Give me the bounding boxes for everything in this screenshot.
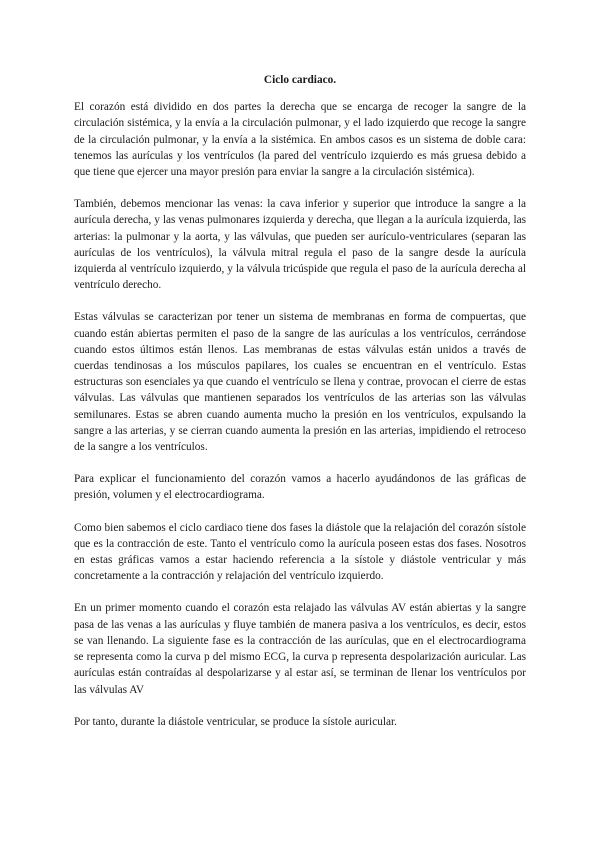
document-body [74,72,526,746]
paragraph-veins-arteries-valves: También, debemos mencionar las venas: la cava inferior y superior que introduce la sangre a la aurícula derecha, y las venas pulmonares izquierda y derecha, que llegan a la aurícula izquierda, las arterias: la pulmonar y la aorta, y las válvulas, que pueden ser aurículo-ventriculares (separan las aurículas de los ventrículos), la válvula mitral regula el paso de la sangre desde la aurícula izquierda al ventrículo izquierdo, y la válvula tricúspide que regula el paso de la aurícula derecha al ventrículo derecho. [74,198,526,292]
paragraph-valve-membranes: Estas válvulas se caracterizan por tener un sistema de membranas en forma de compuertas, que cuando están abiertas permiten el paso de la sangre de las aurículas a los ventrículos, cerrándose cuando estos últimos están llenos. Las membranas de estas válvulas están unidos a través de cuerdas tendinosas a los músculos papilares, los cuales se encuentran en el ventrículo. Estas estructuras son esenciales ya que cuando el ventrículo se llena y contrae, provocan el cierre de estas válvulas. Las válvulas que mantienen separados los ventrículos de las arterias son las válvulas semilunares. Estas se abren cuando aumenta mucho la presión en los ventrículos, expulsando la sangre a las arterias, y se cierran cuando aumenta la presión en las arterias, impidiendo el retroceso de la sangre a los ventrículos. [74,311,526,454]
paragraph-cycle-phases: Como bien sabemos el ciclo cardiaco tiene dos fases la diástole que la relajación del corazón sístole que es la contracción de este. Tanto el ventrículo como la aurícula poseen estas dos fases. Nosotros en estas gráficas vamos a estar haciendo referencia a la sístole y diástole ventricular y más concretamente a la contracción y relajación del ventrículo izquierdo. [74,521,526,583]
paragraph-first-moment: En un primer momento cuando el corazón esta relajado las válvulas AV están abiertas y la sangre pasa de las venas a las aurículas y fluye también de manera pasiva a los ventrículos, es decir, estos se van llenando. La siguiente fase es la contracción de las aurículas, que en el electrocardiograma se representa como la curva p del mismo ECG, la curva p representa despolarización auricular. Las aurículas están contraídas al despolarizarse y al estar así, se terminan de llenar los ventrículos por las válvulas AV [74,602,526,696]
document-title: Ciclo cardiaco. [263,74,337,86]
paragraph-heart-division: El corazón está dividido en dos partes la derecha que se encarga de recoger la sangre de la circulación sistémica, y la envía a la circulación pulmonar, y el lado izquierdo que recoge la sangre de la circulación pulmonar, y la envía a la sistémica. En ambos casos es un sistema de doble cara: tenemos las aurículas y los ventrículos (la pared del ventrículo izquierdo es más gruesa debido a que tiene que ejercer una mayor presión para enviar la sangre a la circulación sistémica). [74,101,526,179]
paragraph-conclusion: Por tanto, durante la diástole ventricular, se produce la sístole auricular. [74,715,397,728]
paragraph-explanation-intro: Para explicar el funcionamiento del corazón vamos a hacerlo ayudándonos de las gráficas de presión, volumen y el electrocardiograma. [74,473,526,502]
